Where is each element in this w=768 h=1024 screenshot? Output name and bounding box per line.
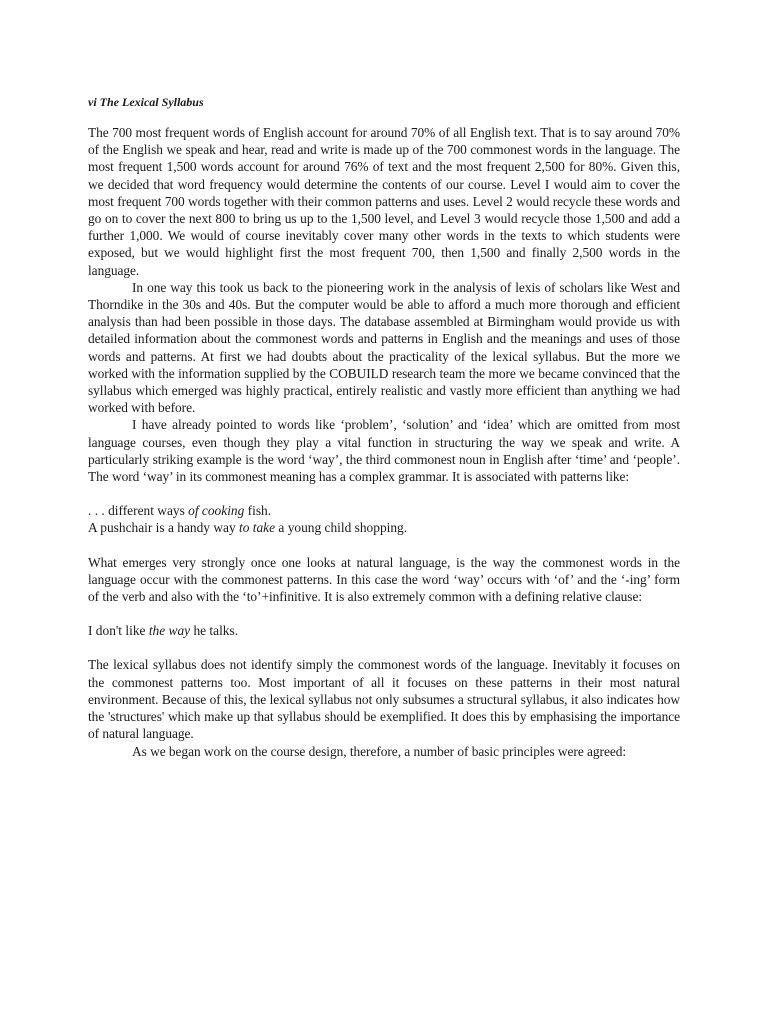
example-sentence-1 bbox=[88, 502, 680, 519]
paragraph-word-frequency: The 700 most frequent words of English account for around 70% of all English text. That is to say around 70% of the English we speak and hear, read and write is made up of the 700 commonest words in the language. The most frequent 1,500 words account for around 76% of text and the most frequent 2,500 for 80%. Given this, we decided that word frequency would determine the contents of our course. Level I would aim to cover the most frequent 700 words together with their common patterns and uses. Level 2 would recycle these words and go on to cover the next 800 to bring us up to the 1,500 level, and Level 3 would recycle those 1,500 and add a further 1,000. We would of course inevitably cover many other words in the texts to which students were exposed, but we would highlight first the most frequent 700, then 1,500 and finally 2,500 words in the language. bbox=[88, 125, 680, 278]
paragraph-natural-language: What emerges very strongly once one looks at natural language, is the way the commonest words in the language occur with the commonest patterns. In this case the word ‘way’ occurs with ‘of’ and the ‘-ing’ form of the verb and also with the ‘to’+infinitive. It is also extremely common with a defining relative clause: bbox=[88, 554, 680, 605]
paragraph-pioneering-work: In one way this took us back to the pioneering work in the analysis of lexis of scholars like West and Thorndike in the 30s and 40s. But the computer would be able to afford a much more thorough and efficient analysis than had been possible in those days. The database assembled at Birmingham would provide us with detailed information about the commonest words and patterns in English and the meanings and uses of those words and patterns. At first we had doubts about the practicality of the lexical syllabus. But the more we worked with the information supplied by the COBUILD research team the more we became convinced that the syllabus which emerged was highly practical, entirely realistic and vastly more efficient than anything we had worked with before. bbox=[88, 279, 680, 416]
paragraph-basic-principles: As we began work on the course design, therefore, a number of basic principles were agreed: bbox=[132, 743, 627, 759]
example-sentence-3 bbox=[88, 622, 680, 639]
paragraph-word-way: I have already pointed to words like ‘problem’, ‘solution’ and ‘idea’ which are omitted from most language courses, even though they play a vital function in structuring the way we speak and write. A particularly striking example is the word ‘way’, the third commonest noun in English after ‘time’ and ‘people’. The word ‘way’ in its commonest meaning has a complex grammar. It is associated with patterns like: bbox=[88, 417, 680, 485]
example-3-text-after: he talks. bbox=[190, 623, 239, 639]
example-1-text-after: fish. bbox=[244, 503, 272, 519]
section-heading: vi The Lexical Syllabus bbox=[88, 95, 204, 109]
example-1-italic: of cooking bbox=[188, 503, 245, 519]
example-3-text-before: I don't like bbox=[88, 623, 149, 639]
example-2-text-before: A pushchair is a handy way bbox=[88, 520, 239, 536]
example-2-italic: to take bbox=[238, 520, 276, 536]
paragraph-lexical-syllabus: The lexical syllabus does not identify simply the commonest words of the language. Inevitably it focuses on the commonest patterns too. Most important of all it focuses on these patterns in their most natural environment. Because of this, the lexical syllabus not only subsumes a structural syllabus, it also indicates how the 'structures' which make up that syllabus should be exemplified. It does this by emphasising the importance of natural language. bbox=[88, 657, 680, 742]
document-page bbox=[88, 95, 680, 760]
example-3-italic: the way bbox=[148, 623, 191, 639]
example-sentence-2 bbox=[88, 519, 680, 536]
example-2-text-after: a young child shopping. bbox=[275, 520, 408, 536]
example-1-text-before: . . . different ways bbox=[88, 503, 189, 519]
